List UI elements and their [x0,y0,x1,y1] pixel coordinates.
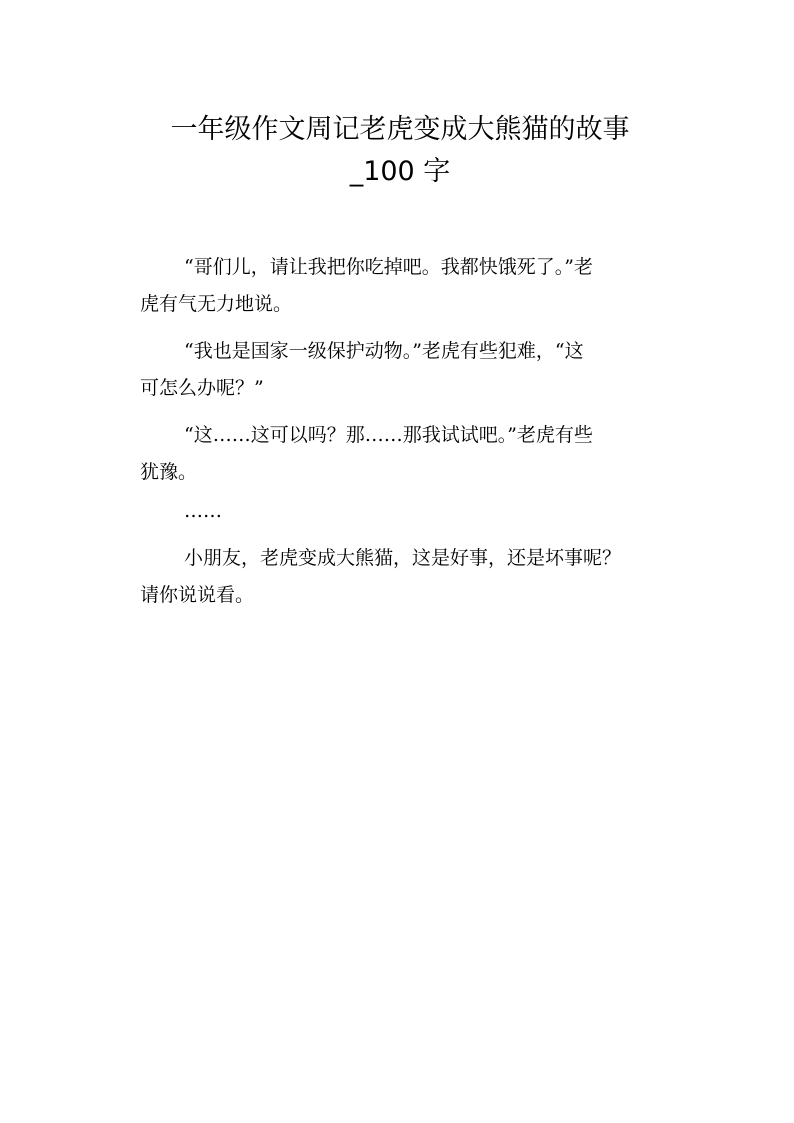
paragraph-line: 请你说说看。 [140,584,255,606]
document-title: 一年级作文周记老虎变成大熊猫的故事 [170,114,630,145]
paragraph-line: 犹豫。 [140,461,198,483]
paragraph-line: 可怎么办呢？” [140,377,264,399]
paragraph-line: 虎有气无力地说。 [140,293,293,315]
ellipsis-line: …… [184,500,222,522]
paragraph-line: “哥们儿，请让我把你吃掉吧。我都快饿死了。”老 [184,256,593,278]
paragraph-line: “我也是国家一级保护动物。”老虎有些犯难，“这 [184,340,584,362]
paragraph-line: 小朋友，老虎变成大熊猫，这是好事，还是坏事呢？ [184,547,622,569]
paragraph-line: “这……这可以吗？那……那我试试吧。”老虎有些 [184,424,593,446]
document-title-suffix: _100 字 [349,156,451,187]
